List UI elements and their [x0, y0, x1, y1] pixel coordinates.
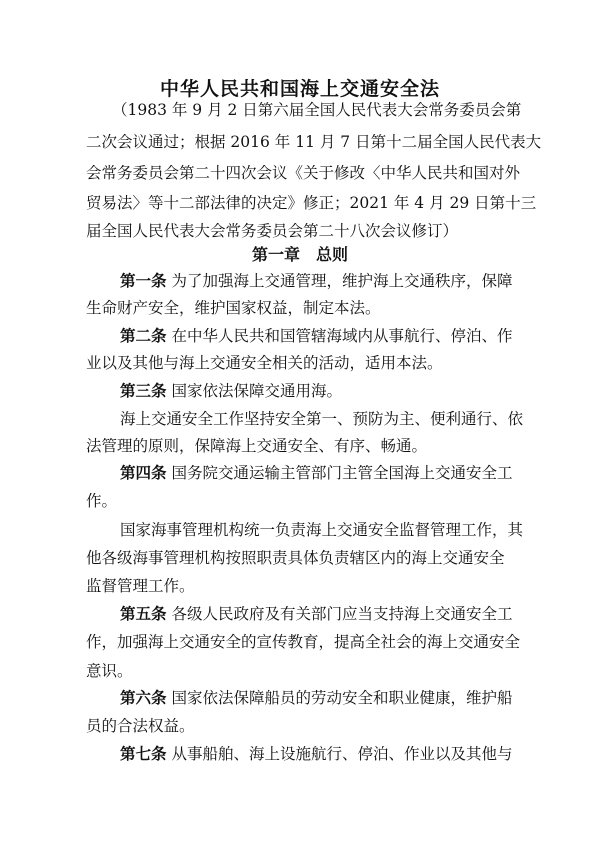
note-line: （1983 年 9 月 2 日第六届全国人民代表大会常务委员会第 [112, 101, 522, 119]
article-text: 国家依法保障交通用海。 [166, 382, 342, 400]
article-text: 国务院交通运输主管部门主管全国海上交通安全工 [166, 464, 513, 482]
article-text: 作，加强海上交通安全的宣传教育，提高全社会的海上交通安全 [86, 633, 521, 651]
article-1 [120, 271, 600, 291]
article-text: 生命财产安全，维护国家权益，制定本法。 [86, 299, 381, 317]
article-label: 第五条 [120, 605, 167, 623]
article-text: 意识。 [86, 662, 133, 680]
article-3 [120, 381, 600, 401]
article-text: 他各级海事管理机构按照职责具体负责辖区内的海上交通安全 [86, 549, 505, 567]
note-line: 贸易法〉等十二部法律的决定》修正；2021 年 4 月 29 日第十三 [86, 194, 537, 212]
article-label: 第三条 [120, 382, 167, 400]
article-text: 国家依法保障船员的劳动安全和职业健康，维护船 [166, 689, 513, 707]
note-line: 二次会议通过；根据 2016 年 11 月 7 日第十二届全国人民代表大 [86, 133, 542, 151]
article-label: 第四条 [120, 464, 167, 482]
chapter-heading: 第一章 总则 [251, 245, 348, 264]
article-text: 业以及其他与海上交通安全相关的活动，适用本法。 [86, 354, 443, 372]
article-text: 在中华人民共和国管辖海域内从事航行、停泊、作 [166, 327, 513, 345]
article-5 [120, 604, 600, 624]
article-text: 为了加强海上交通管理，维护海上交通秩序，保障 [166, 272, 513, 290]
article-text: 法管理的原则，保障海上交通安全、有序、畅通。 [86, 437, 428, 455]
article-text: 国家海事管理机构统一负责海上交通安全监督管理工作，其 [120, 521, 524, 539]
article-4 [120, 463, 600, 483]
article-text: 监督管理工作。 [86, 577, 195, 595]
note-line: 届全国人民代表大会常务委员会第二十八次会议修订） [86, 222, 459, 240]
article-label: 第七条 [120, 745, 167, 763]
article-text: 员的合法权益。 [86, 717, 195, 735]
article-label: 第六条 [120, 689, 167, 707]
article-6 [120, 688, 600, 708]
article-7 [120, 744, 600, 764]
article-text: 作。 [86, 492, 118, 510]
article-text: 海上交通安全工作坚持安全第一、预防为主、便利通行、依 [120, 410, 524, 428]
article-label: 第一条 [120, 272, 167, 290]
article-text: 各级人民政府及有关部门应当支持海上交通安全工 [166, 605, 513, 623]
article-label: 第二条 [120, 327, 167, 345]
article-2 [120, 326, 600, 346]
note-line: 会常务委员会第二十四次会议《关于修改〈中华人民共和国对外 [86, 164, 521, 182]
document-title: 中华人民共和国海上交通安全法 [159, 78, 440, 100]
article-text: 从事船舶、海上设施航行、停泊、作业以及其他与 [166, 745, 513, 763]
